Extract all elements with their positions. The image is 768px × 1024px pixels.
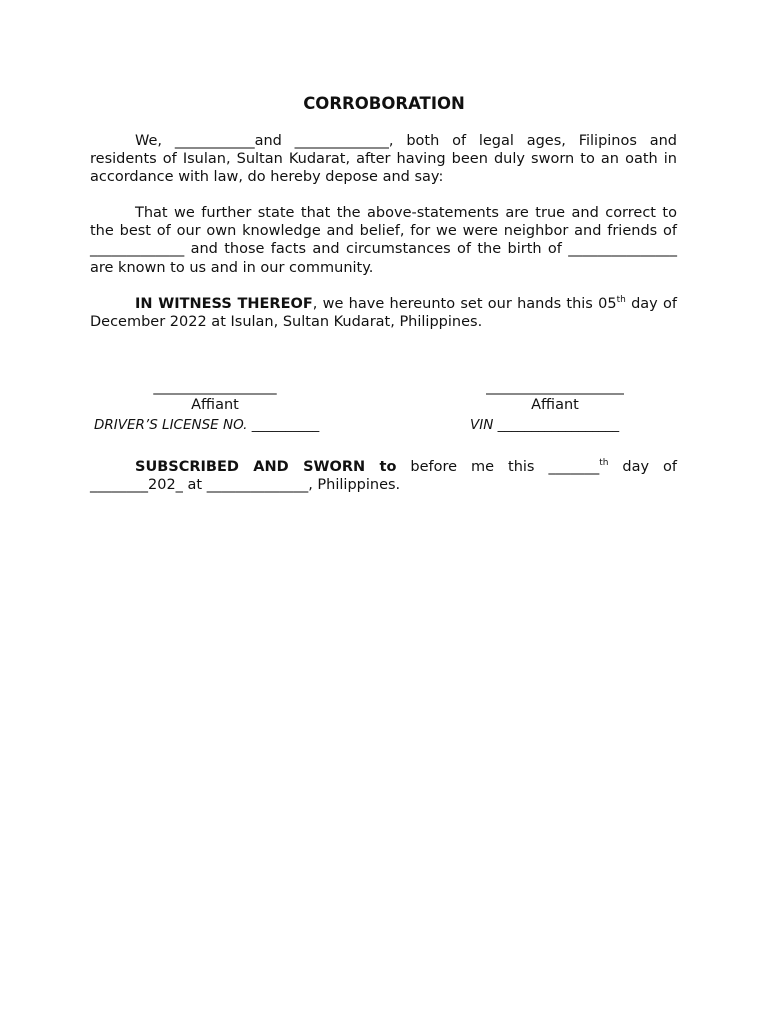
affiant-label-left: Affiant xyxy=(191,397,239,413)
subscribed-heading: SUBSCRIBED AND SWORN to xyxy=(135,459,397,475)
vin-field xyxy=(470,416,619,434)
drivers-license-field xyxy=(94,416,319,434)
signature-line-right: ___________________ xyxy=(486,379,624,395)
ordinal-suffix: th xyxy=(616,295,626,306)
affiant-label-right: Affiant xyxy=(531,397,579,413)
paragraph-text: , we have hereunto set our hands this 05 xyxy=(312,296,617,312)
paragraph-text: That we further state that the above-statements are true and correct to the best of our own knowledge and belief, for we were neighbor and friends of _____________ and those facts and circumstances of the birth of _______________ are known to us and in our community. xyxy=(90,205,677,276)
paragraph-text: We, ___________and _____________, both of legal ages, Filipinos and residents of Isulan, Sultan Kudarat, after having been duly sworn to an oath in accordance with law, do hereby depose and say: xyxy=(90,133,677,186)
ordinal-suffix: th xyxy=(599,458,609,469)
paragraph-subscribed-sworn xyxy=(90,458,677,494)
vin-blank: __________________ xyxy=(493,417,620,433)
document-title: CORROBORATION xyxy=(303,94,465,113)
paragraph-statement xyxy=(90,204,677,277)
vin-label: VIN xyxy=(470,417,494,433)
paragraph-affiants-intro xyxy=(90,132,677,187)
paragraph-text: before me this _______ xyxy=(396,459,600,475)
paragraph-text: day of December 2022 at Isulan, Sultan Kudarat, Philippines. xyxy=(90,296,677,331)
drivers-license-blank: __________ xyxy=(247,417,320,433)
paragraph-text: day of ________202_ at ______________, Philippines. xyxy=(90,459,677,494)
signature-line-left: _________________ xyxy=(153,379,277,395)
drivers-license-label: DRIVER’S LICENSE NO. xyxy=(94,417,248,433)
paragraph-witness xyxy=(90,295,677,331)
witness-heading: IN WITNESS THEREOF xyxy=(135,296,313,312)
